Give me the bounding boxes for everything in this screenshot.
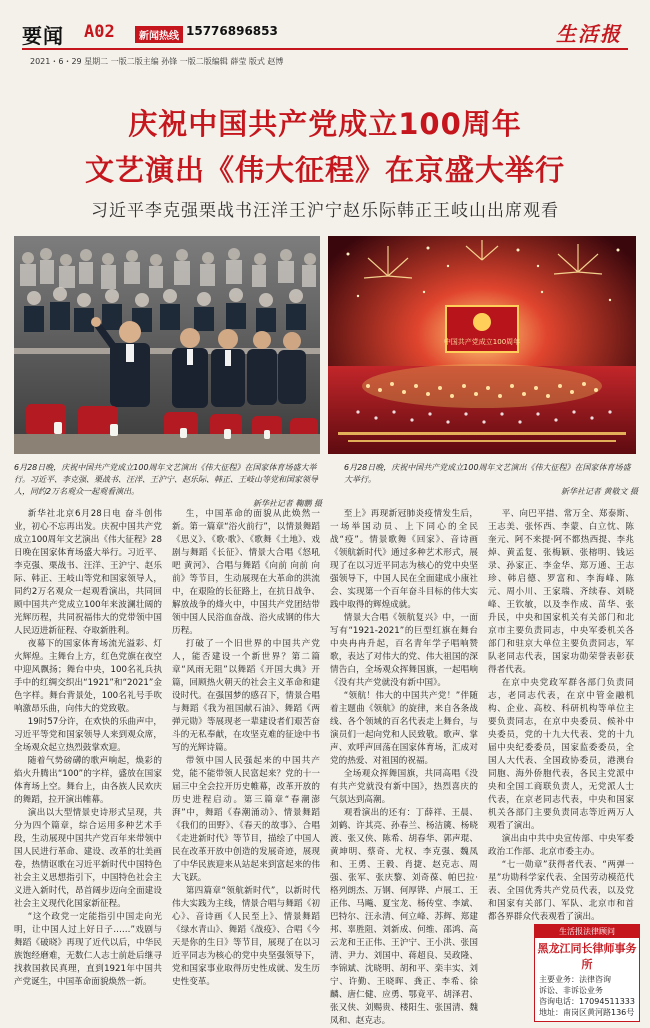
article-column-2 — [172, 508, 320, 989]
caption-right-text: 6月28日晚，庆祝中国共产党成立100周年文艺演出《伟大征程》在国家体育场盛大举行。 — [344, 463, 631, 484]
article-paragraph: 随着气势磅礴的歌声响起，焕彩的焰火升腾出“100”的字样，盛放在国家体育场上空。舞台上，由各族人民欢庆的舞蹈，拉开演出帷幕。 — [14, 756, 162, 805]
article-column-4 — [488, 508, 634, 922]
article-paragraph: 演出由中共中央宣传部、中央军委政治工作部、北京市委主办。 — [488, 834, 634, 857]
caption-left-text: 6月28日晚，庆祝中国共产党成立100周年文艺演出《伟大征程》在国家体育场盛大举行。习近平、李克强、栗战书、汪洋、王沪宁、赵乐际、韩正、王岐山等党和国家领导人，同约2万名观众一起观看演出。 — [14, 463, 318, 496]
photo-caption-left — [14, 462, 322, 510]
ad-line: 咨询电话：17094511333 — [539, 997, 635, 1006]
masthead-rule — [22, 48, 628, 50]
article-paragraph: 演出以大型情景史诗形式呈现，共分为四个篇章，综合运用多种艺术手段，生动展现中国共产党百年来带领中国人民进行革命、建设、改革的壮美画卷，热情讴歌在习近平新时代中国特色社会主义思想指引下，中国特色社会主义进入新时代，昂首阔步迈向全面建设社会主义现代化国家新征程。 — [14, 808, 162, 909]
masthead — [0, 0, 650, 78]
hotline-badge: 新闻热线 — [135, 26, 183, 43]
paper-logo: 生活报 — [556, 22, 622, 46]
article-column-1 — [14, 508, 162, 989]
stage-illustration — [328, 236, 636, 454]
article-paragraph: 打破了一个旧世界的中国共产党人，能否建设一个新世界？第二篇章“风雨无阻”以舞蹈《开国大典》开篇，回顾热火朝天的社会主义革命和建设时代。在强国梦的感召下，情景合唱与舞蹈《我为祖国献石油》、舞蹈《两弹元勋》等展现老一辈建设者们艰苦奋斗的无私奉献，在攻坚克难的征途中书写的光辉诗篇。 — [172, 639, 320, 753]
hotline-number: 15776896853 — [186, 24, 278, 38]
headline-line-1: 庆祝中国共产党成立100周年 — [128, 107, 522, 141]
ad-line: 主要业务：法律咨询 — [539, 975, 611, 984]
photo-caption-right — [344, 462, 638, 498]
photo-stage — [328, 236, 636, 454]
article-paragraph: 第四篇章“领航新时代”，以新时代伟大实践为主线，情景合唱与舞蹈《初心》、音诗画《人民至上》、情景舞蹈《绿水青山》、舞蹈《战疫》、合唱《今天是你的生日》等节目，展现了在以习近平同志为核心的党中央坚强领导下，党和国家事业取得历史性成就、发生历史性变革。 — [172, 886, 320, 987]
headline-line-2: 文艺演出《伟大征程》在京盛大举行 — [84, 153, 565, 187]
article-column-3 — [330, 508, 478, 1026]
article-paragraph: 全场观众挥舞国旗，共同高唱《没有共产党就没有新中国》，热烈喜庆的气氛达到高潮。 — [330, 769, 478, 805]
article-paragraph: 新华社北京6月28日电 奋斗创伟业，初心不忘再出发。庆祝中国共产党成立100周年文艺演出《伟大征程》28日晚在国家体育场盛大举行。习近平、李克强、栗战书、汪洋、王沪宁、赵乐际、韩正、王岐山等党和国家领导人，同约2万名观众一起观看演出，共同回顾中国共产党成立100年来波澜壮阔的光辉历程，共同祝福伟大的党带领中国人民迈进新征程、夺取新胜利。 — [14, 509, 162, 636]
article-paragraph: 平、向巴平措、常万全、郑泰斯、王志美、张怀西、李蒙、白立忱、陈奎元、阿不来提·阿不都热西提、李兆焯、黄孟复、张梅颖、张榕明、钱运录、孙家正、李金华、郑万通、王志珍、韩启德、罗富和、李海峰、陈元、周小川、王家瑞、齐续春、刘晓峰、王钦敏，以及李作成、苗华、张升民，中央和国家机关有关部门和北京市主要负责同志，中央军委机关各部门和驻京大单位主要负责同志，军队老同志代表，国家功勋荣誉表彰获得者代表。 — [488, 509, 634, 675]
leaders-illustration — [14, 236, 320, 454]
article-paragraph: “这个政党一定能指引中国走向光明，让中国人过上好日子……”戏剧与舞蹈《破晓》再现了近代以后，中华民族饱经磨难，无数仁人志士前赴后继寻找救国救民真理，直到1921年中国共产党诞生，中国革命面貌焕然一新。 — [14, 912, 162, 987]
ad-line: 诉讼、非诉讼业务 — [539, 986, 603, 995]
dateline: 2021・6・29 星期二 一版二版主编 孙锋 一版二版编辑 薛莹 版式 赵博 — [30, 57, 284, 66]
article-paragraph: 在京中央党政军群各部门负责同志，老同志代表，在京中管金融机构、企业、高校、科研机构等单位主要负责同志，在京中央委员、候补中央委员，党的十九大代表、党的十九届中央纪委委员，国家监委委员，全国人大代表、全国政协委员，港澳台同胞、海外侨胞代表，各民主党派中央和全国工商联负责人，无党派人士代表，在京老同志代表，中央和国家机关各部门主要负责同志等近两万人观看了演出。 — [488, 678, 634, 831]
photo-leaders — [14, 236, 320, 454]
ad-line: 地址：南岗区黄河路136号 — [539, 1008, 635, 1017]
article-paragraph: 至上》再现新冠肺炎疫情发生后，一场举国动员、上下同心的全民战“疫”。情景歌舞《回家》、音诗画《领航新时代》通过多种艺术形式，展现了在以习近平同志为核心的党中央坚强领导下，中国人民在全面建成小康社会、实现第一个百年奋斗目标的伟大实践中取得的辉煌成就。 — [330, 509, 478, 610]
section-name: 要闻 — [22, 24, 64, 48]
article-paragraph: 情景大合唱《领航复兴》中，一面写有“1921-2021”的巨型红旗在舞台中央冉冉升起，百名青年学子唱响赞歌，表达了对伟大的党、伟大祖国的深情告白，全场观众挥舞国旗，一起唱响《没有共产党就没有新中国》。 — [330, 613, 478, 688]
ad-title: 黑龙江同长律师事务所 — [537, 942, 637, 971]
article-paragraph: 带领中国人民强起来的中国共产党，能不能带领人民富起来？党的十一届三中全会拉开历史帷幕，改革开放的历史进程启动。第三篇章“春潮澎湃”中，舞蹈《春潮涌动》、情景舞蹈《我们的田野》、《春天的故事》、合唱《走进新时代》等节目，描绘了中国人民在改革开放中创造的发展奇迹，展现了中华民族迎来从站起来到富起来的伟大飞跃。 — [172, 756, 320, 883]
ad-top-label: 生活报法律顾问 — [535, 925, 639, 938]
subheadline: 习近平李克强栗战书汪洋王沪宁赵乐际韩正王岐山出席观看 — [91, 201, 559, 221]
article-paragraph: 观看演出的还有：丁薛祥、王晨、刘鹤、许其亮、孙春兰、杨洁篪、杨晓渡、张又侠、陈希、胡春华、郭声琨、黄坤明、蔡奇、尤权、李克强、魏凤和、王勇、王毅、肖捷、赵克志、周强、张军、张庆黎、刘奇葆、帕巴拉·格列朗杰、万钢、何厚铧、卢展工、王正伟、马飚、夏宝龙、杨传堂、李斌、巴特尔、汪永清、何立峰、苏辉、郑建邦、辜胜阻、刘新成、何维、邵鸿、高云龙和王正伟、王沪宁、王小洪、张国清、尹力、刘国中、蒋超良、吴政隆、李锦斌、沈晓明、胡和平、栾丰实、刘宁、许勤、王晓晖、龚正、李希、徐麟、唐仁健、应勇、鄂竟平、胡泽君、张又侠、刘赐贵、楼阳生、张国清、魏凤和、赵克志。 — [330, 808, 478, 1026]
article-paragraph: “领航！伟大的中国共产党！”伴随着主题曲《领航》的旋律，来自各条战线、各个领域的百名代表走上舞台，与演员们一起向党和人民致敬。歌声、掌声、欢呼声回荡在国家体育场，汇成对党的热爱、对祖国的祝福。 — [330, 691, 478, 766]
article-paragraph: “七一勋章”获得者代表、“两弹一星”功勋科学家代表、全国劳动模范代表、全国优秀共产党员代表，以及党和国家有关部门、军队、北京市和首都各界群众代表观看了演出。 — [488, 860, 634, 922]
article-paragraph: 19时57分许，在欢快的乐曲声中，习近平等党和国家领导人来到观众席，全场观众起立热烈鼓掌欢迎。 — [14, 717, 162, 753]
stage-sign: 中国共产党成立100周年 — [443, 338, 521, 346]
page-number: A02 — [84, 22, 115, 42]
article-paragraph: 生，中国革命的面貌从此焕然一新。第一篇章“浴火前行”，以情景舞蹈《思义》、《歌·歌》、《歌舞《土地》、戏剧与舞蹈《长征》、情景大合唱《怒吼吧 黄河》、合唱与舞蹈《向前 向前 向前》等节目，生动展现在大革命的洪流中，在艰险的长征路上，在抗日战争、解放战争的烽火中，中国共产党团结带领中国人民浴血奋战、浴火成钢的伟大历程。 — [172, 509, 320, 636]
article-paragraph: 夜幕下的国家体育场流光溢彩、灯火辉煌。主舞台上方，红色党旗在夜空中迎风飘扬；舞台中央，100名礼兵执手中的红绸交织出“1921”和“2021”金色字样。舞台背景处，100名礼号手吹响激昂乐曲，向伟大的党致敬。 — [14, 639, 162, 714]
lawfirm-ad — [534, 924, 640, 1022]
caption-left-credit: 新华社记者 鞠鹏 摄 — [252, 499, 322, 508]
caption-right-credit: 新华社记者 黄敬文 摄 — [560, 487, 638, 496]
